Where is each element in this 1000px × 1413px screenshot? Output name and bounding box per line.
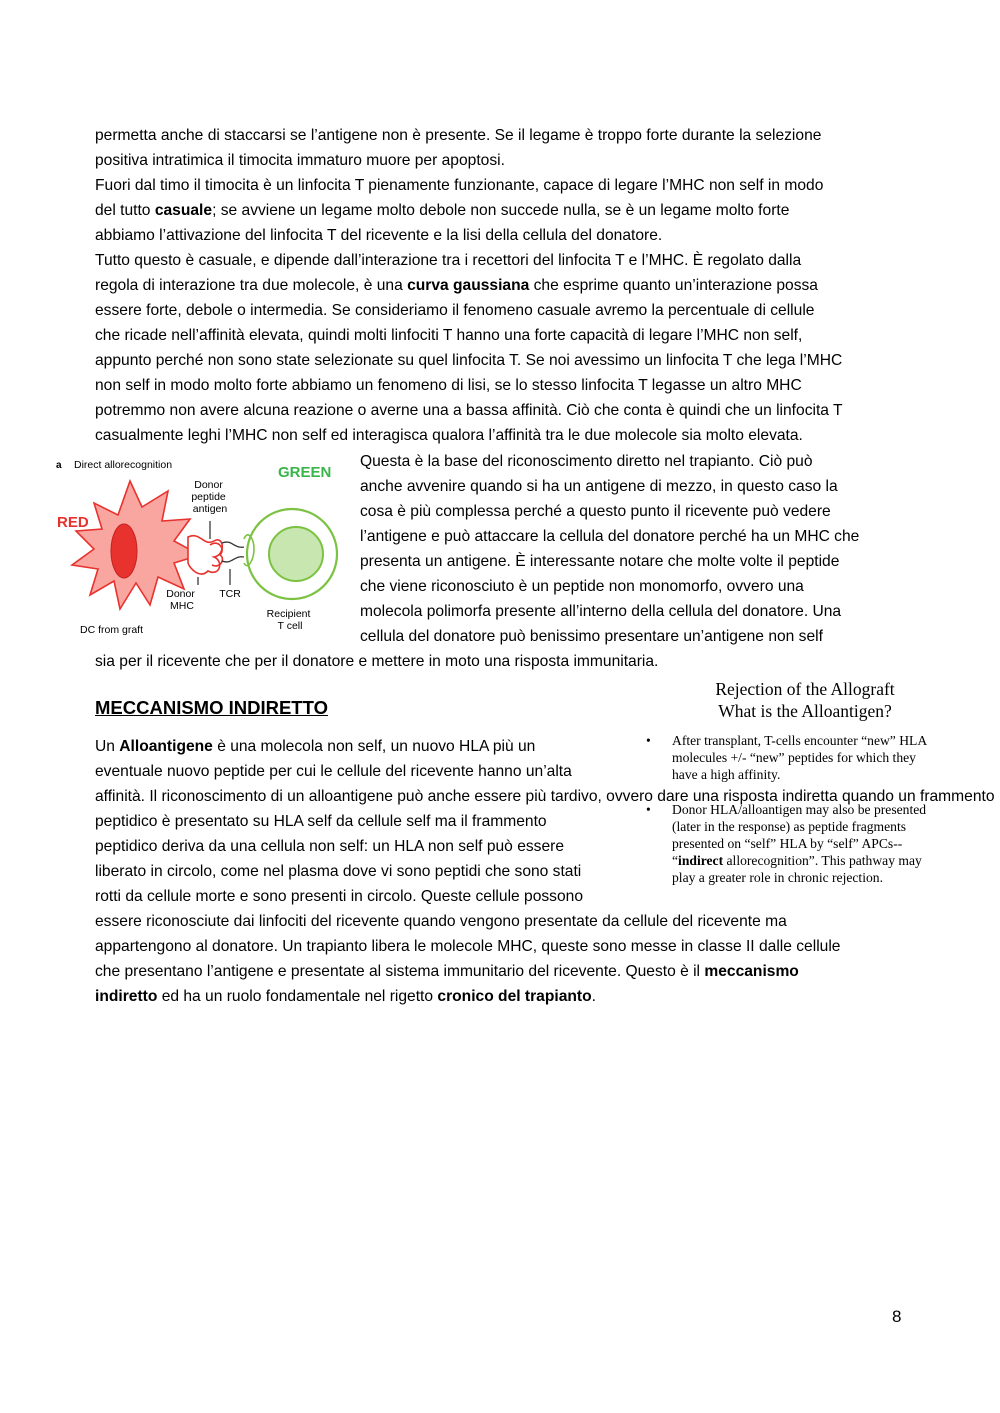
recipient-t-cell-nucleus [269, 527, 323, 581]
bullet-marker: • [646, 733, 651, 748]
donor-peptide-antigen-label: Donor peptide antigen [191, 479, 228, 515]
text-line [95, 277, 818, 294]
bold-term-indirect: indirect [678, 853, 724, 868]
text-run: è una molecola non self, un nuovo HLA più un [212, 738, 536, 755]
bold-term-casuale: casuale [154, 202, 213, 219]
text-line: permetta anche di staccarsi se l’antigene non è presente. Se il legame è troppo forte durante la selezione [95, 127, 822, 144]
paragraph-3 [95, 248, 1000, 448]
text-line [95, 738, 535, 755]
text-line: non self in modo molto forte abbiamo un fenomeno di lisi, se lo stesso linfocita T legasse un altro MHC [95, 377, 802, 394]
text-run: regola di interazione tra due molecole, è una [95, 277, 408, 294]
bold-term-meccanismo: meccanismo [704, 963, 799, 980]
bullet-line: have a high affinity. [672, 767, 781, 782]
bullet-line: Donor HLA/alloantigen may also be presented [672, 802, 927, 817]
text-run: ; se avviene un legame molto debole non succede nulla, se è un legame molto forte [212, 202, 790, 219]
text-line: positiva intratimica il timocita immaturo muore per apoptosi. [95, 152, 505, 169]
bullet-line: (later in the response) as peptide fragments [672, 819, 907, 834]
red-label: RED [57, 514, 89, 531]
text-line: l’antigene e può attaccare la cellula del donatore perché ha un MHC che [360, 528, 860, 545]
donor-mhc-label: Donor MHC [166, 588, 195, 612]
text-line: potremmo non avere alcuna reazione o averne una a bassa affinità. Ciò che conta è quindi che un linfocita T [95, 402, 843, 419]
direct-allorecognition-figure [50, 459, 346, 641]
text-line [95, 202, 789, 219]
bullet-line: After transplant, T-cells encounter “new” HLA [672, 733, 928, 748]
text-line: appunto perché non sono state selezionate su quel linfocita T. Se noi avessimo un linfocita T che lega l’MHC [95, 352, 843, 369]
recipient-t-cell-label: Recipient T cell [266, 608, 311, 632]
text-line: anche avvenire quando si ha un antigene di mezzo, in questo caso la [360, 478, 838, 495]
text-line: casualmente leghi l’MHC non self ed interagisca qualora l’affinità tra le due molecole sia molto elevata. [95, 427, 803, 444]
bullet-line: play a greater role in chronic rejection. [672, 870, 883, 885]
text-line: liberato in circolo, come nel plasma dove vi sono peptidi che sono stati [95, 863, 582, 880]
page-number: 8 [892, 1307, 902, 1326]
text-line: Tutto questo è casuale, e dipende dall’interazione tra i recettori del linfocita T e l’MHC. È regolato dalla [95, 252, 802, 269]
text-run: che presentano l’antigene e presentate al sistema immunitario del ricevente. Questo è il [95, 963, 705, 980]
text-run: che esprime quanto un’interazione possa [529, 277, 818, 294]
tcr-label: TCR [219, 588, 241, 600]
bullet-line: molecules +/- “new” peptides for which they [672, 750, 916, 765]
slide-title-line: What is the Alloantigen? [718, 701, 892, 721]
dc-from-graft-label: DC from graft [80, 624, 144, 636]
text-line: che viene riconosciuto è un peptide non monomorfo, ovvero una [360, 578, 804, 595]
dc-nucleus [111, 524, 137, 578]
bold-term-alloantigene: Alloantigene [119, 738, 213, 755]
text-line: Questa è la base del riconoscimento diretto nel trapianto. Ciò può [360, 453, 813, 470]
text-line: sia per il ricevente che per il donatore e mettere in moto una risposta immunitaria. [95, 653, 659, 670]
bold-term-curva-gaussiana: curva gaussiana [407, 277, 530, 294]
text-line: presenta un antigene. È interessante notare che molte volte il peptide [360, 553, 840, 570]
text-line: peptidico è presentato su HLA self da cellule self ma il frammento [95, 813, 547, 830]
paragraph-1 [95, 123, 1000, 173]
figure-illustration [50, 459, 346, 641]
paragraph-4 [360, 449, 1000, 649]
text-run: del tutto [95, 202, 155, 219]
bold-term-cronico: cronico del trapianto [437, 988, 592, 1005]
text-line [95, 988, 596, 1005]
bullet-marker: • [646, 802, 651, 817]
paragraph-5 [95, 734, 1000, 1009]
bullet-line: presented on “self” HLA by “self” APCs-- [672, 836, 903, 851]
text-line: rotti da cellule morte e sono presenti in circolo. Queste cellule possono [95, 888, 583, 905]
section-heading: MECCANISMO INDIRETTO [95, 697, 328, 718]
donor-mhc-shape [188, 536, 222, 574]
text-line: che ricade nell’affinità elevata, quindi molti linfociti T hanno una forte capacità di legare l’MHC non self, [95, 327, 803, 344]
text-line: tardivo, ovvero dare una risposta indiretta quando un frammento [550, 788, 995, 805]
text-line: cosa è più complessa perché a questo punto il ricevente può vedere [360, 503, 831, 520]
text-line: abbiamo l’attivazione del linfocita T del ricevente e la lisi della cellula del donatore. [95, 227, 663, 244]
bold-term-indiretto: indiretto [95, 988, 158, 1005]
text-line: molecola polimorfa presente all’interno della cellula del donatore. Una [360, 603, 842, 620]
green-label: GREEN [278, 464, 332, 481]
text-run: “ [672, 853, 679, 868]
paragraph-2 [95, 173, 1000, 248]
text-run: allorecognition”. This pathway may [723, 853, 922, 868]
text-line: affinità. Il riconoscimento di un alloantigene può anche essere più [95, 788, 547, 805]
text-line: cellula del donatore può benissimo presentare un’antigene non self [360, 628, 823, 645]
figure-title: Direct allorecognition [74, 459, 173, 471]
text-line: essere forte, debole o intermedia. Se consideriamo il fenomeno casuale avremo la percentuale di cellule [95, 302, 815, 319]
text-line: essere riconosciute dai linfociti del ricevente quando vengono presentate da cellule del ricevente ma [95, 913, 787, 930]
text-line: eventuale nuovo peptide per cui le cellule del ricevente hanno un’alta [95, 763, 572, 780]
text-run: Un [95, 738, 120, 755]
slide-title [640, 678, 970, 722]
text-run: . [591, 988, 596, 1005]
text-line: appartengono al donatore. Un trapianto libera le molecole MHC, queste sono messe in classe II dalle cellule [95, 938, 841, 955]
slide-title-line: Rejection of the Allograft [715, 679, 895, 699]
figure-panel-label: a [56, 460, 62, 471]
tcr-shape [222, 542, 244, 562]
text-run: ed ha un ruolo fondamentale nel rigetto [157, 988, 438, 1005]
text-line [95, 963, 799, 980]
paragraph-4-last-line [95, 649, 658, 674]
text-line: peptidico deriva da una cellula non self: un HLA non self può essere [95, 838, 564, 855]
text-line: Fuori dal timo il timocita è un linfocita T pienamente funzionante, capace di legare l’MHC non self in modo [95, 177, 824, 194]
